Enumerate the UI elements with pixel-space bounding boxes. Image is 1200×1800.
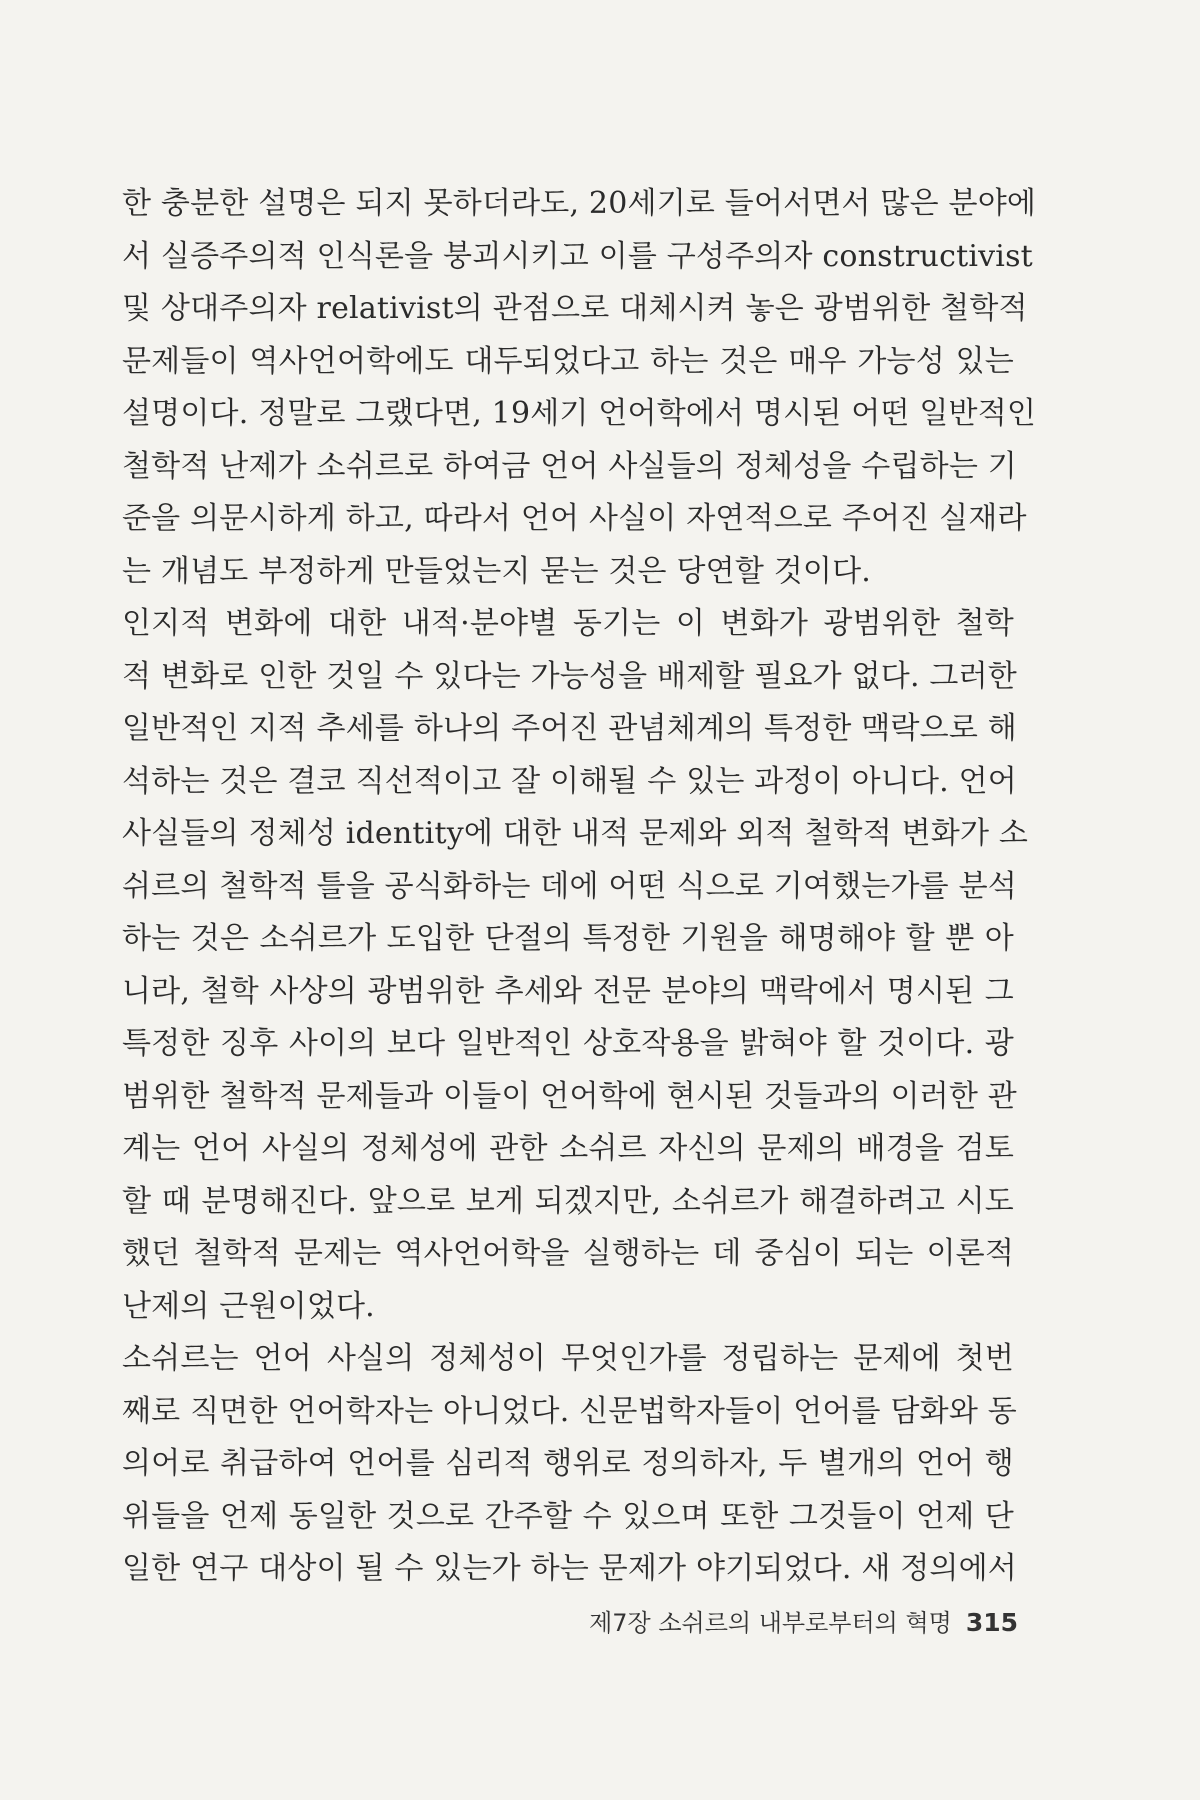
text-line: 사실들의 정체성 identity에 대한 내적 문제와 외적 철학적 변화가 소	[122, 816, 1029, 851]
text-line: 쉬르의 철학적 틀을 공식화하는 데에 어떤 식으로 기여했는가를 분석	[122, 868, 1017, 904]
text-line: 준을 의문시하게 하고, 따라서 언어 사실이 자연적으로 주어진 실재라	[122, 501, 1027, 536]
text-line: 일반적인 지적 추세를 하나의 주어진 관념체계의 특정한 맥락으로 해	[122, 711, 1017, 746]
text-line: 적 변화로 인한 것일 수 있다는 가능성을 배제할 필요가 없다. 그러한	[122, 658, 1017, 694]
text-line: 니라, 철학 사상의 광범위한 추세와 전문 분야의 맥락에서 명시된 그	[122, 973, 1014, 1009]
text-line: 할 때 분명해진다. 앞으로 보게 되겠지만, 소쉬르가 해결하려고 시도	[122, 1183, 1014, 1219]
text-line: 째로 직면한 언어학자는 아니었다. 신문법학자들이 언어를 담화와 동	[122, 1393, 1017, 1429]
text-line: 석하는 것은 결코 직선적이고 잘 이해될 수 있는 과정이 아니다. 언어	[122, 763, 1017, 799]
text-line: 문제들이 역사언어학에도 대두되었다고 하는 것은 매우 가능성 있는	[122, 343, 1014, 379]
text-line: 의어로 취급하여 언어를 심리적 행위로 정의하자, 두 별개의 언어 행	[122, 1446, 1014, 1481]
page-number: 315	[965, 1608, 1018, 1637]
text-line: 인지적 변화에 대한 내적·분야별 동기는 이 변화가 광범위한 철학	[122, 606, 1014, 641]
text-line: 설명이다. 정말로 그랬다면, 19세기 언어학에서 명시된 어떤 일반적인	[122, 396, 1037, 431]
page-footer	[589, 1603, 1018, 1638]
text-line: 일한 연구 대상이 될 수 있는가 하는 문제가 야기되었다. 새 정의에서	[122, 1551, 1017, 1586]
text-line: 난제의 근원이었다.	[122, 1288, 375, 1324]
running-chapter-title: 제7장 소쉬르의 내부로부터의 혁명	[589, 1609, 952, 1637]
text-line: 철학적 난제가 소쉬르로 하여금 언어 사실들의 정체성을 수립하는 기	[122, 448, 1017, 484]
text-line: 범위한 철학적 문제들과 이들이 언어학에 현시된 것들과의 이러한 관	[122, 1078, 1017, 1114]
text-line: 계는 언어 사실의 정체성에 관한 소쉬르 자신의 문제의 배경을 검토	[122, 1131, 1014, 1166]
text-line: 위들을 언제 동일한 것으로 간주할 수 있으며 또한 그것들이 언제 단	[122, 1498, 1014, 1534]
text-line: 한 충분한 설명은 되지 못하더라도, 20세기로 들어서면서 많은 분야에	[122, 186, 1037, 221]
text-line: 했던 철학적 문제는 역사언어학을 실행하는 데 중심이 되는 이론적	[122, 1236, 1014, 1271]
text-line: 소쉬르는 언어 사실의 정체성이 무엇인가를 정립하는 문제에 첫번	[122, 1341, 1014, 1376]
text-line: 특정한 징후 사이의 보다 일반적인 상호작용을 밝혀야 할 것이다. 광	[122, 1026, 1014, 1061]
text-line: 하는 것은 소쉬르가 도입한 단절의 특정한 기원을 해명해야 할 뿐 아	[122, 921, 1014, 956]
text-line: 는 개념도 부정하게 만들었는지 묻는 것은 당연할 것이다.	[122, 553, 872, 589]
body-text	[122, 178, 1037, 1596]
text-line: 및 상대주의자 relativist의 관점으로 대체시켜 놓은 광범위한 철학적	[122, 291, 1028, 326]
text-line: 서 실증주의적 인식론을 붕괴시키고 이를 구성주의자 constructivist	[122, 238, 1033, 274]
